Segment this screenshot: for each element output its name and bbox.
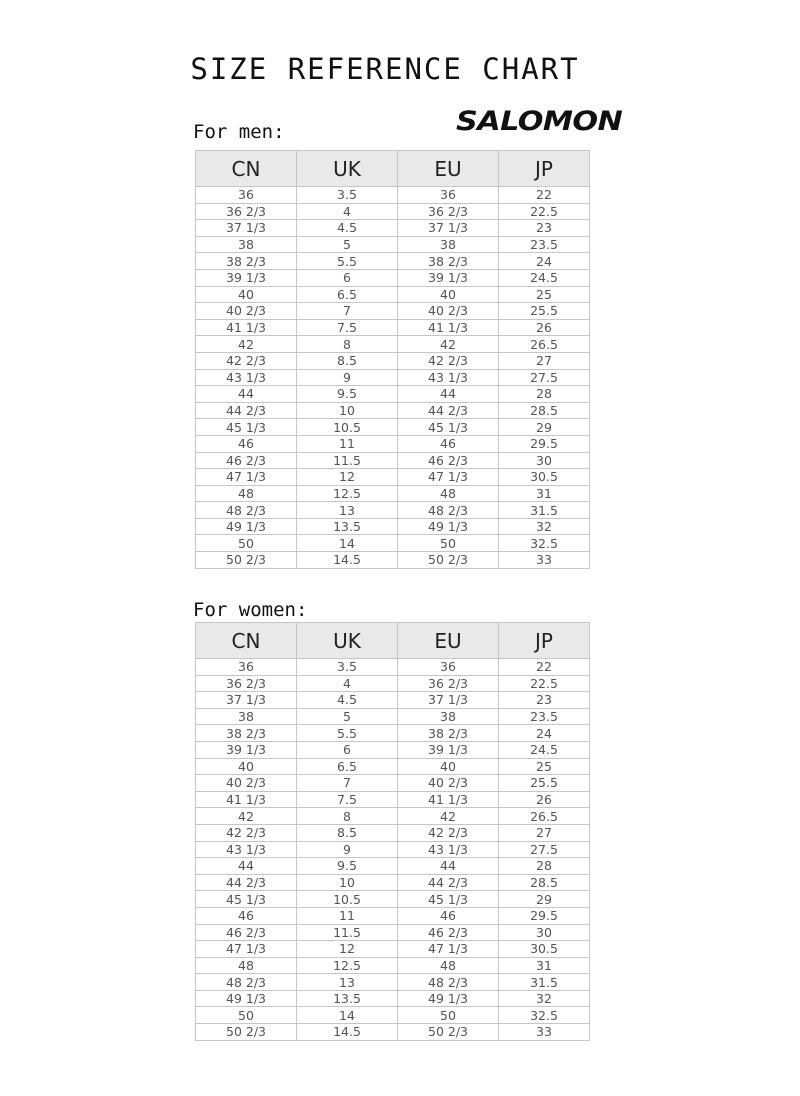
column-header-cn: CN — [196, 623, 297, 659]
men-size-table — [195, 150, 590, 569]
table-header-row — [196, 151, 590, 187]
cell-uk: 9.5 — [297, 386, 398, 403]
cell-jp: 23 — [499, 692, 590, 709]
cell-uk: 8.5 — [297, 824, 398, 841]
table-row — [196, 435, 590, 452]
cell-uk: 5.5 — [297, 725, 398, 742]
table-row — [196, 791, 590, 808]
cell-eu: 48 — [398, 957, 499, 974]
cell-eu: 45 1/3 — [398, 891, 499, 908]
cell-eu: 36 — [398, 187, 499, 204]
cell-cn: 40 2/3 — [196, 775, 297, 792]
cell-eu: 38 2/3 — [398, 725, 499, 742]
cell-eu: 37 1/3 — [398, 220, 499, 237]
cell-eu: 38 — [398, 708, 499, 725]
cell-eu: 48 2/3 — [398, 502, 499, 519]
cell-uk: 10.5 — [297, 419, 398, 436]
table-row — [196, 990, 590, 1007]
cell-eu: 44 2/3 — [398, 874, 499, 891]
cell-jp: 28.5 — [499, 402, 590, 419]
table-row — [196, 957, 590, 974]
cell-uk: 6.5 — [297, 758, 398, 775]
cell-cn: 37 1/3 — [196, 220, 297, 237]
column-header-eu: EU — [398, 151, 499, 187]
column-header-jp: JP — [499, 623, 590, 659]
cell-eu: 41 1/3 — [398, 791, 499, 808]
cell-jp: 32.5 — [499, 1007, 590, 1024]
table-row — [196, 518, 590, 535]
table-row — [196, 874, 590, 891]
cell-jp: 27 — [499, 824, 590, 841]
table-row — [196, 941, 590, 958]
cell-uk: 4 — [297, 203, 398, 220]
cell-uk: 14.5 — [297, 1024, 398, 1041]
cell-cn: 44 — [196, 386, 297, 403]
cell-eu: 42 2/3 — [398, 824, 499, 841]
cell-eu: 49 1/3 — [398, 990, 499, 1007]
cell-cn: 38 — [196, 236, 297, 253]
table-row — [196, 535, 590, 552]
cell-cn: 44 — [196, 858, 297, 875]
cell-cn: 42 — [196, 336, 297, 353]
cell-cn: 46 — [196, 435, 297, 452]
cell-cn: 43 1/3 — [196, 841, 297, 858]
brand-logo: SALOMON — [456, 106, 623, 137]
cell-jp: 31 — [499, 957, 590, 974]
cell-uk: 13.5 — [297, 990, 398, 1007]
cell-jp: 25.5 — [499, 775, 590, 792]
cell-cn: 40 2/3 — [196, 303, 297, 320]
cell-cn: 46 2/3 — [196, 924, 297, 941]
cell-eu: 40 2/3 — [398, 303, 499, 320]
cell-eu: 39 1/3 — [398, 741, 499, 758]
cell-cn: 36 — [196, 187, 297, 204]
table-row — [196, 891, 590, 908]
table-row — [196, 1024, 590, 1041]
cell-jp: 26.5 — [499, 808, 590, 825]
cell-jp: 33 — [499, 1024, 590, 1041]
men-table-body — [196, 187, 590, 569]
table-row — [196, 841, 590, 858]
table-row — [196, 485, 590, 502]
cell-jp: 26 — [499, 791, 590, 808]
table-row — [196, 369, 590, 386]
table-row — [196, 336, 590, 353]
cell-eu: 46 — [398, 435, 499, 452]
cell-jp: 28 — [499, 858, 590, 875]
cell-cn: 42 2/3 — [196, 352, 297, 369]
table-row — [196, 469, 590, 486]
cell-jp: 28 — [499, 386, 590, 403]
cell-eu: 42 2/3 — [398, 352, 499, 369]
cell-cn: 45 1/3 — [196, 419, 297, 436]
cell-jp: 32 — [499, 990, 590, 1007]
cell-uk: 4.5 — [297, 692, 398, 709]
cell-uk: 14 — [297, 1007, 398, 1024]
cell-jp: 23.5 — [499, 708, 590, 725]
cell-jp: 23.5 — [499, 236, 590, 253]
cell-eu: 37 1/3 — [398, 692, 499, 709]
cell-eu: 47 1/3 — [398, 469, 499, 486]
cell-cn: 47 1/3 — [196, 469, 297, 486]
table-row — [196, 419, 590, 436]
page-title: SIZE REFERENCE CHART — [190, 52, 580, 86]
cell-eu: 43 1/3 — [398, 841, 499, 858]
cell-jp: 31 — [499, 485, 590, 502]
column-header-uk: UK — [297, 623, 398, 659]
cell-eu: 42 — [398, 336, 499, 353]
table-row — [196, 775, 590, 792]
cell-uk: 13.5 — [297, 518, 398, 535]
cell-cn: 39 1/3 — [196, 269, 297, 286]
cell-cn: 38 — [196, 708, 297, 725]
cell-cn: 46 — [196, 907, 297, 924]
table-row — [196, 725, 590, 742]
cell-uk: 6 — [297, 741, 398, 758]
cell-uk: 14.5 — [297, 552, 398, 569]
cell-eu: 50 — [398, 535, 499, 552]
cell-jp: 25.5 — [499, 303, 590, 320]
table-row — [196, 303, 590, 320]
cell-jp: 31.5 — [499, 974, 590, 991]
cell-uk: 4 — [297, 675, 398, 692]
cell-jp: 27.5 — [499, 369, 590, 386]
cell-cn: 43 1/3 — [196, 369, 297, 386]
cell-eu: 44 — [398, 858, 499, 875]
cell-jp: 26.5 — [499, 336, 590, 353]
cell-eu: 48 — [398, 485, 499, 502]
cell-cn: 48 2/3 — [196, 502, 297, 519]
cell-eu: 40 — [398, 286, 499, 303]
cell-uk: 8 — [297, 808, 398, 825]
table-row — [196, 741, 590, 758]
cell-cn: 38 2/3 — [196, 725, 297, 742]
cell-cn: 36 2/3 — [196, 203, 297, 220]
cell-uk: 7 — [297, 303, 398, 320]
column-header-cn: CN — [196, 151, 297, 187]
cell-uk: 9.5 — [297, 858, 398, 875]
table-row — [196, 552, 590, 569]
cell-uk: 12.5 — [297, 957, 398, 974]
cell-cn: 41 1/3 — [196, 791, 297, 808]
cell-uk: 14 — [297, 535, 398, 552]
cell-jp: 27.5 — [499, 841, 590, 858]
cell-eu: 49 1/3 — [398, 518, 499, 535]
table-row — [196, 286, 590, 303]
cell-uk: 12.5 — [297, 485, 398, 502]
table-row — [196, 187, 590, 204]
cell-eu: 46 2/3 — [398, 924, 499, 941]
cell-uk: 10.5 — [297, 891, 398, 908]
cell-eu: 43 1/3 — [398, 369, 499, 386]
table-row — [196, 386, 590, 403]
cell-cn: 49 1/3 — [196, 990, 297, 1007]
cell-jp: 23 — [499, 220, 590, 237]
cell-cn: 49 1/3 — [196, 518, 297, 535]
cell-uk: 13 — [297, 502, 398, 519]
cell-eu: 50 — [398, 1007, 499, 1024]
cell-jp: 30 — [499, 452, 590, 469]
cell-cn: 40 — [196, 286, 297, 303]
cell-cn: 38 2/3 — [196, 253, 297, 270]
column-header-uk: UK — [297, 151, 398, 187]
cell-cn: 37 1/3 — [196, 692, 297, 709]
cell-uk: 11 — [297, 907, 398, 924]
table-row — [196, 824, 590, 841]
cell-uk: 6 — [297, 269, 398, 286]
cell-uk: 11 — [297, 435, 398, 452]
cell-uk: 12 — [297, 469, 398, 486]
cell-uk: 5 — [297, 708, 398, 725]
cell-uk: 3.5 — [297, 659, 398, 676]
cell-cn: 44 2/3 — [196, 402, 297, 419]
cell-uk: 7 — [297, 775, 398, 792]
cell-jp: 22 — [499, 659, 590, 676]
cell-eu: 46 2/3 — [398, 452, 499, 469]
cell-uk: 8 — [297, 336, 398, 353]
table-row — [196, 220, 590, 237]
cell-jp: 33 — [499, 552, 590, 569]
cell-jp: 22.5 — [499, 203, 590, 220]
cell-cn: 50 2/3 — [196, 1024, 297, 1041]
cell-cn: 40 — [196, 758, 297, 775]
cell-eu: 42 — [398, 808, 499, 825]
table-row — [196, 502, 590, 519]
table-row — [196, 675, 590, 692]
cell-jp: 27 — [499, 352, 590, 369]
cell-jp: 25 — [499, 758, 590, 775]
table-row — [196, 269, 590, 286]
cell-jp: 24.5 — [499, 741, 590, 758]
table-row — [196, 253, 590, 270]
men-section-label: For men: — [193, 121, 285, 143]
table-row — [196, 692, 590, 709]
cell-cn: 39 1/3 — [196, 741, 297, 758]
column-header-eu: EU — [398, 623, 499, 659]
cell-uk: 13 — [297, 974, 398, 991]
women-size-table — [195, 622, 590, 1041]
table-row — [196, 924, 590, 941]
cell-cn: 50 2/3 — [196, 552, 297, 569]
table-row — [196, 808, 590, 825]
cell-jp: 29 — [499, 419, 590, 436]
cell-eu: 46 — [398, 907, 499, 924]
cell-cn: 41 1/3 — [196, 319, 297, 336]
cell-eu: 36 2/3 — [398, 203, 499, 220]
cell-uk: 5.5 — [297, 253, 398, 270]
cell-cn: 48 2/3 — [196, 974, 297, 991]
cell-cn: 48 — [196, 485, 297, 502]
cell-eu: 44 2/3 — [398, 402, 499, 419]
cell-jp: 29.5 — [499, 435, 590, 452]
cell-jp: 29 — [499, 891, 590, 908]
cell-jp: 28.5 — [499, 874, 590, 891]
cell-uk: 11.5 — [297, 924, 398, 941]
cell-cn: 50 — [196, 1007, 297, 1024]
cell-eu: 40 2/3 — [398, 775, 499, 792]
cell-uk: 7.5 — [297, 319, 398, 336]
cell-eu: 41 1/3 — [398, 319, 499, 336]
cell-eu: 50 2/3 — [398, 1024, 499, 1041]
cell-jp: 22.5 — [499, 675, 590, 692]
cell-uk: 7.5 — [297, 791, 398, 808]
cell-cn: 50 — [196, 535, 297, 552]
table-row — [196, 1007, 590, 1024]
cell-eu: 39 1/3 — [398, 269, 499, 286]
cell-uk: 8.5 — [297, 352, 398, 369]
cell-uk: 4.5 — [297, 220, 398, 237]
cell-uk: 5 — [297, 236, 398, 253]
cell-eu: 36 2/3 — [398, 675, 499, 692]
cell-uk: 10 — [297, 874, 398, 891]
cell-uk: 12 — [297, 941, 398, 958]
cell-eu: 50 2/3 — [398, 552, 499, 569]
table-row — [196, 907, 590, 924]
cell-cn: 46 2/3 — [196, 452, 297, 469]
cell-eu: 36 — [398, 659, 499, 676]
cell-uk: 9 — [297, 369, 398, 386]
cell-eu: 45 1/3 — [398, 419, 499, 436]
cell-eu: 38 2/3 — [398, 253, 499, 270]
cell-jp: 24 — [499, 253, 590, 270]
table-row — [196, 659, 590, 676]
cell-cn: 36 — [196, 659, 297, 676]
cell-cn: 45 1/3 — [196, 891, 297, 908]
cell-eu: 44 — [398, 386, 499, 403]
table-row — [196, 452, 590, 469]
cell-uk: 6.5 — [297, 286, 398, 303]
cell-uk: 11.5 — [297, 452, 398, 469]
cell-jp: 24 — [499, 725, 590, 742]
table-row — [196, 352, 590, 369]
table-row — [196, 858, 590, 875]
cell-eu: 38 — [398, 236, 499, 253]
cell-eu: 40 — [398, 758, 499, 775]
cell-jp: 25 — [499, 286, 590, 303]
table-row — [196, 402, 590, 419]
cell-jp: 32 — [499, 518, 590, 535]
column-header-jp: JP — [499, 151, 590, 187]
cell-jp: 30.5 — [499, 941, 590, 958]
cell-jp: 31.5 — [499, 502, 590, 519]
cell-eu: 48 2/3 — [398, 974, 499, 991]
cell-cn: 42 — [196, 808, 297, 825]
cell-jp: 30 — [499, 924, 590, 941]
cell-jp: 24.5 — [499, 269, 590, 286]
cell-jp: 22 — [499, 187, 590, 204]
table-row — [196, 203, 590, 220]
table-row — [196, 708, 590, 725]
cell-cn: 36 2/3 — [196, 675, 297, 692]
table-header-row — [196, 623, 590, 659]
cell-eu: 47 1/3 — [398, 941, 499, 958]
women-table-body — [196, 659, 590, 1041]
cell-cn: 44 2/3 — [196, 874, 297, 891]
cell-cn: 42 2/3 — [196, 824, 297, 841]
table-row — [196, 319, 590, 336]
cell-jp: 32.5 — [499, 535, 590, 552]
cell-jp: 26 — [499, 319, 590, 336]
table-row — [196, 236, 590, 253]
cell-jp: 29.5 — [499, 907, 590, 924]
table-row — [196, 974, 590, 991]
cell-uk: 3.5 — [297, 187, 398, 204]
cell-jp: 30.5 — [499, 469, 590, 486]
cell-uk: 9 — [297, 841, 398, 858]
cell-cn: 47 1/3 — [196, 941, 297, 958]
cell-cn: 48 — [196, 957, 297, 974]
cell-uk: 10 — [297, 402, 398, 419]
women-section-label: For women: — [193, 599, 308, 621]
table-row — [196, 758, 590, 775]
